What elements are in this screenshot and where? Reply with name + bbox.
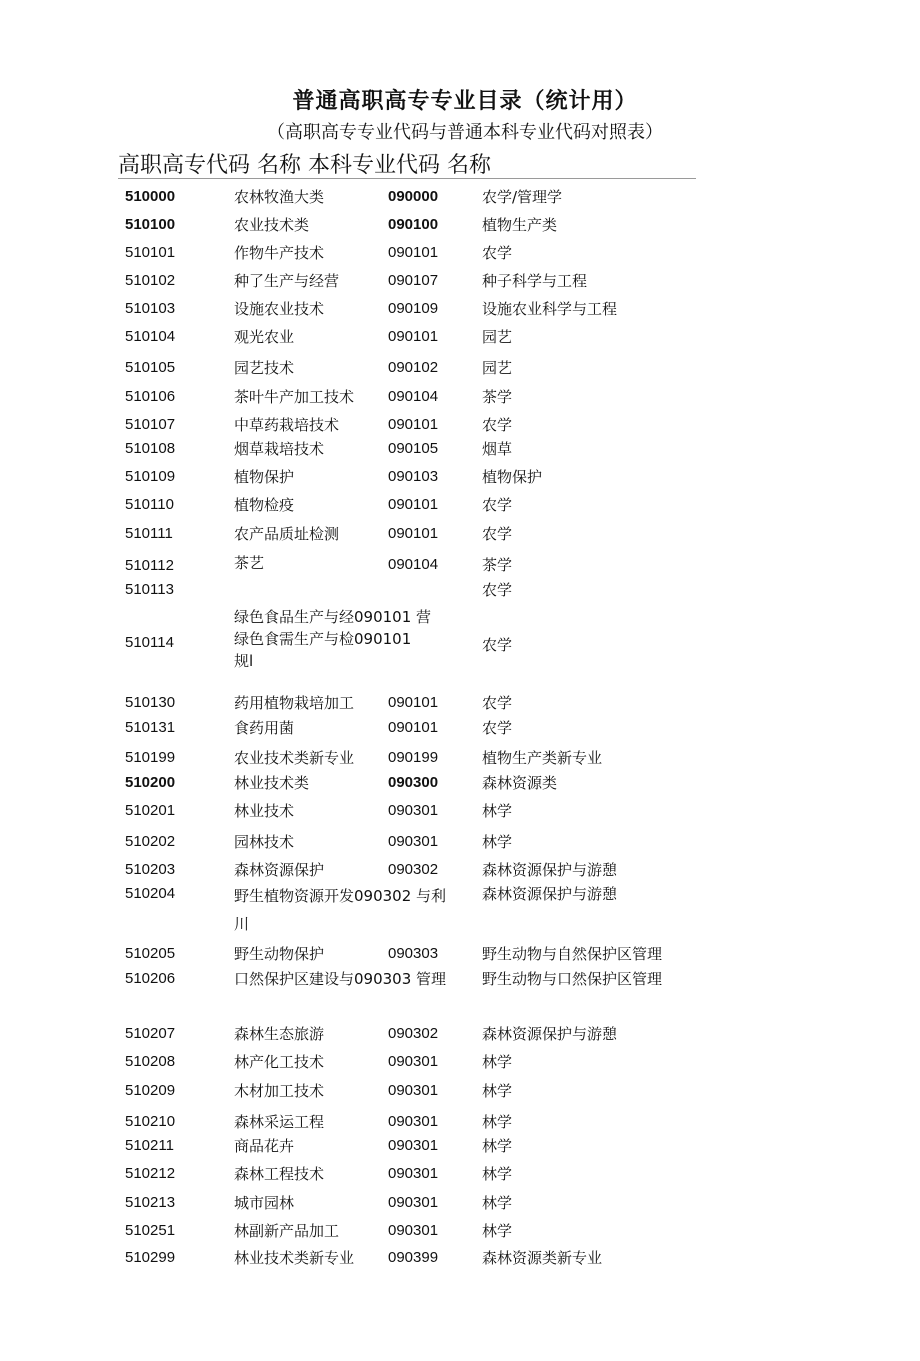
vocational-code: 510203: [125, 861, 176, 878]
table-row: [0, 716, 920, 746]
vocational-code: 510111: [125, 525, 173, 542]
table-row: [0, 882, 920, 934]
undergrad-name: 林学: [482, 802, 513, 820]
undergrad-code: 090000: [388, 188, 439, 205]
table-row: [0, 1246, 920, 1276]
vocational-code: 510299: [125, 1249, 176, 1266]
vocational-name: 木材加工技术: [234, 1082, 325, 1100]
vocational-code: 510200: [125, 774, 176, 791]
table-header: 高职高专代码 名称 本科专业代码 名称: [118, 153, 491, 178]
vocational-name: 植物检疫: [234, 496, 295, 514]
table-row: [0, 1079, 920, 1109]
vocational-name-block: [234, 882, 446, 938]
vocational-name: 林业技术类新专业: [234, 1249, 355, 1267]
vocational-code: 510213: [125, 1194, 176, 1211]
undergrad-code: 090104: [388, 556, 439, 573]
vocational-name: 药用植物栽培加工: [234, 694, 355, 712]
table-row: [0, 269, 920, 299]
undergrad-name: 林学: [482, 1082, 513, 1100]
undergrad-name: 植物生产类新专业: [482, 749, 603, 767]
table-row: [0, 799, 920, 829]
undergrad-name: 森林资源保护与游憩: [482, 1025, 618, 1043]
undergrad-code: 090301: [388, 1082, 439, 1099]
table-row: [0, 297, 920, 327]
name-line: 川: [234, 915, 250, 933]
vocational-name: 森林生态旅游: [234, 1025, 325, 1043]
undergrad-name: 农学: [482, 525, 513, 543]
table-row: [0, 1022, 920, 1052]
undergrad-name: 林学: [482, 1194, 513, 1212]
undergrad-name: 种子科学与工程: [482, 272, 588, 290]
undergrad-code: 090301: [388, 802, 439, 819]
undergrad-code: 090301: [388, 1113, 439, 1130]
vocational-name: 食药用菌: [234, 719, 295, 737]
undergrad-name: 烟草: [482, 440, 513, 458]
vocational-code: 510205: [125, 945, 176, 962]
undergrad-name: 野生动物与自然保护区管理: [482, 945, 663, 963]
vocational-code: 510101: [125, 244, 176, 261]
undergrad-code: 090107: [388, 272, 439, 289]
undergrad-name: 林学: [482, 1053, 513, 1071]
vocational-name-block: [234, 606, 431, 672]
vocational-name: 园林技术: [234, 833, 295, 851]
undergrad-code: 090101: [388, 719, 439, 736]
vocational-code: 510113: [125, 581, 174, 598]
undergrad-code: 090101: [388, 416, 439, 433]
vocational-code: 510103: [125, 300, 176, 317]
vocational-name: 口然保护区建设与090303 管理: [234, 970, 447, 988]
undergrad-code: 090301: [388, 1222, 439, 1239]
vocational-code: 510108: [125, 440, 176, 457]
undergrad-name: 农学: [482, 719, 513, 737]
vocational-code: 510210: [125, 1113, 176, 1130]
vocational-code: 510106: [125, 388, 176, 405]
table-row: [0, 437, 920, 467]
vocational-code: 510199: [125, 749, 176, 766]
undergrad-name: 林学: [482, 1137, 513, 1155]
undergrad-name: 野生动物与口然保护区管理: [482, 970, 663, 988]
vocational-name: 野生动物保护: [234, 945, 325, 963]
vocational-code: 510100: [125, 216, 176, 233]
name-line: 绿色食需生产与检090101: [234, 630, 412, 648]
undergrad-code: 090302: [388, 1025, 439, 1042]
table-row: [0, 522, 920, 552]
undergrad-code: 090301: [388, 1053, 439, 1070]
vocational-name: 林产化工技术: [234, 1053, 325, 1071]
vocational-name: 植物保护: [234, 468, 295, 486]
table-row: [0, 578, 920, 608]
undergrad-name: 林学: [482, 1165, 513, 1183]
vocational-code: 510000: [125, 188, 176, 205]
vocational-name: 林副新产品加工: [234, 1222, 340, 1240]
undergrad-code: 090301: [388, 1165, 439, 1182]
vocational-code: 510114: [125, 634, 174, 651]
vocational-name: 城市园林: [234, 1194, 295, 1212]
vocational-name: 森林工程技术: [234, 1165, 325, 1183]
vocational-code: 510102: [125, 272, 176, 289]
name-line: 野生植物资源开发090302 与利: [234, 887, 447, 905]
undergrad-name: 园艺: [482, 359, 513, 377]
undergrad-name: 植物生产类: [482, 216, 558, 234]
undergrad-code: 090399: [388, 1249, 439, 1266]
vocational-code: 510201: [125, 802, 176, 819]
undergrad-code: 090101: [388, 496, 439, 513]
undergrad-code: 090300: [388, 774, 439, 791]
vocational-name: 作物牛产技术: [234, 244, 325, 262]
table-row: [0, 465, 920, 495]
undergrad-name: 农学: [482, 244, 513, 262]
table-row: [0, 1191, 920, 1221]
table-row: [0, 1134, 920, 1164]
vocational-code: 510112: [125, 557, 174, 574]
name-line: 规l: [234, 652, 254, 670]
vocational-name: 农业技术类新专业: [234, 749, 355, 767]
undergrad-code: 090109: [388, 300, 439, 317]
vocational-code: 510110: [125, 496, 174, 513]
undergrad-name: 森林资源保护与游憩: [482, 861, 618, 879]
undergrad-code: 090102: [388, 359, 439, 376]
vocational-name: 农产品质址检测: [234, 525, 340, 543]
table-row: [0, 1050, 920, 1080]
undergrad-name: 茶学: [482, 556, 513, 574]
vocational-code: 510209: [125, 1082, 176, 1099]
undergrad-code: 090301: [388, 1194, 439, 1211]
undergrad-code: 090104: [388, 388, 439, 405]
table-row: [0, 771, 920, 801]
undergrad-name: 园艺: [482, 328, 513, 346]
undergrad-name: 农学/管理学: [482, 188, 563, 206]
table-row: [0, 493, 920, 523]
undergrad-code: 090199: [388, 749, 439, 766]
undergrad-code: 090301: [388, 833, 439, 850]
undergrad-name: 农学: [482, 416, 513, 434]
vocational-name: 林业技术: [234, 802, 295, 820]
page-title: 普通高职高专专业目录（统计用）: [292, 89, 638, 114]
undergrad-name: 森林资源类: [482, 774, 558, 792]
undergrad-code: 090105: [388, 440, 439, 457]
undergrad-code: 090103: [388, 468, 439, 485]
table-row: [0, 213, 920, 243]
vocational-name: 园艺技术: [234, 359, 295, 377]
vocational-name: 森林采运工程: [234, 1113, 325, 1131]
undergrad-code: 090100: [388, 216, 439, 233]
undergrad-code: 090303: [388, 945, 439, 962]
undergrad-code: 090101: [388, 525, 439, 542]
vocational-code: 510208: [125, 1053, 176, 1070]
header-divider: [118, 178, 696, 179]
undergrad-code: 090302: [388, 861, 439, 878]
undergrad-name: 农学: [482, 581, 513, 599]
vocational-code: 510211: [125, 1137, 174, 1154]
table-row: [0, 185, 920, 215]
vocational-name: 烟草栽培技术: [234, 440, 325, 458]
undergrad-name: 林学: [482, 833, 513, 851]
undergrad-name: 森林资源保护与游憩: [482, 885, 618, 903]
undergrad-name: 茶学: [482, 388, 513, 406]
vocational-code: 510207: [125, 1025, 176, 1042]
undergrad-name: 农学: [482, 636, 513, 654]
page-subtitle: （高职高专专业代码与普通本科专业代码对照表）: [267, 122, 663, 143]
undergrad-name: 森林资源类新专业: [482, 1249, 603, 1267]
vocational-code: 510206: [125, 970, 176, 987]
vocational-code: 510104: [125, 328, 176, 345]
undergrad-code: 090101: [388, 244, 439, 261]
undergrad-code: 090301: [388, 1137, 439, 1154]
undergrad-name: 林学: [482, 1222, 513, 1240]
vocational-code: 510212: [125, 1165, 176, 1182]
table-row: [0, 385, 920, 415]
vocational-name: 农业技术类: [234, 216, 310, 234]
table-row: [0, 325, 920, 355]
vocational-code: 510105: [125, 359, 176, 376]
vocational-code: 510131: [125, 719, 176, 736]
vocational-name: 设施农业技术: [234, 300, 325, 318]
vocational-name: 农林牧渔大类: [234, 188, 325, 206]
vocational-name: 中草药栽培技术: [234, 416, 340, 434]
vocational-name: 茶叶牛产加工技术: [234, 388, 355, 406]
vocational-code: 510130: [125, 694, 176, 711]
vocational-name: 森林资源保护: [234, 861, 325, 879]
undergrad-name: 植物保护: [482, 468, 543, 486]
vocational-code: 510204: [125, 885, 176, 902]
table-row: [0, 356, 920, 386]
vocational-code: 510107: [125, 416, 176, 433]
vocational-name: 种了生产与经营: [234, 272, 340, 290]
vocational-name: 观光农业: [234, 328, 295, 346]
table-row: [0, 1162, 920, 1192]
table-row: [0, 241, 920, 271]
undergrad-name: 设施农业科学与工程: [482, 300, 618, 318]
table-row: [0, 606, 920, 676]
vocational-code: 510109: [125, 468, 176, 485]
table-row: [0, 830, 920, 860]
vocational-name: 商品花卉: [234, 1137, 295, 1155]
vocational-name: 林业技术类: [234, 774, 310, 792]
table-row: [0, 1219, 920, 1249]
undergrad-code: 090101: [388, 694, 439, 711]
undergrad-name: 农学: [482, 496, 513, 514]
undergrad-code: 090101: [388, 328, 439, 345]
undergrad-name: 农学: [482, 694, 513, 712]
vocational-code: 510251: [125, 1222, 176, 1239]
undergrad-name: 林学: [482, 1113, 513, 1131]
vocational-name: 茶艺: [234, 554, 265, 572]
table-row: [0, 967, 920, 997]
name-line: 绿色食品生产与经090101 营: [234, 608, 432, 626]
vocational-code: 510202: [125, 833, 176, 850]
